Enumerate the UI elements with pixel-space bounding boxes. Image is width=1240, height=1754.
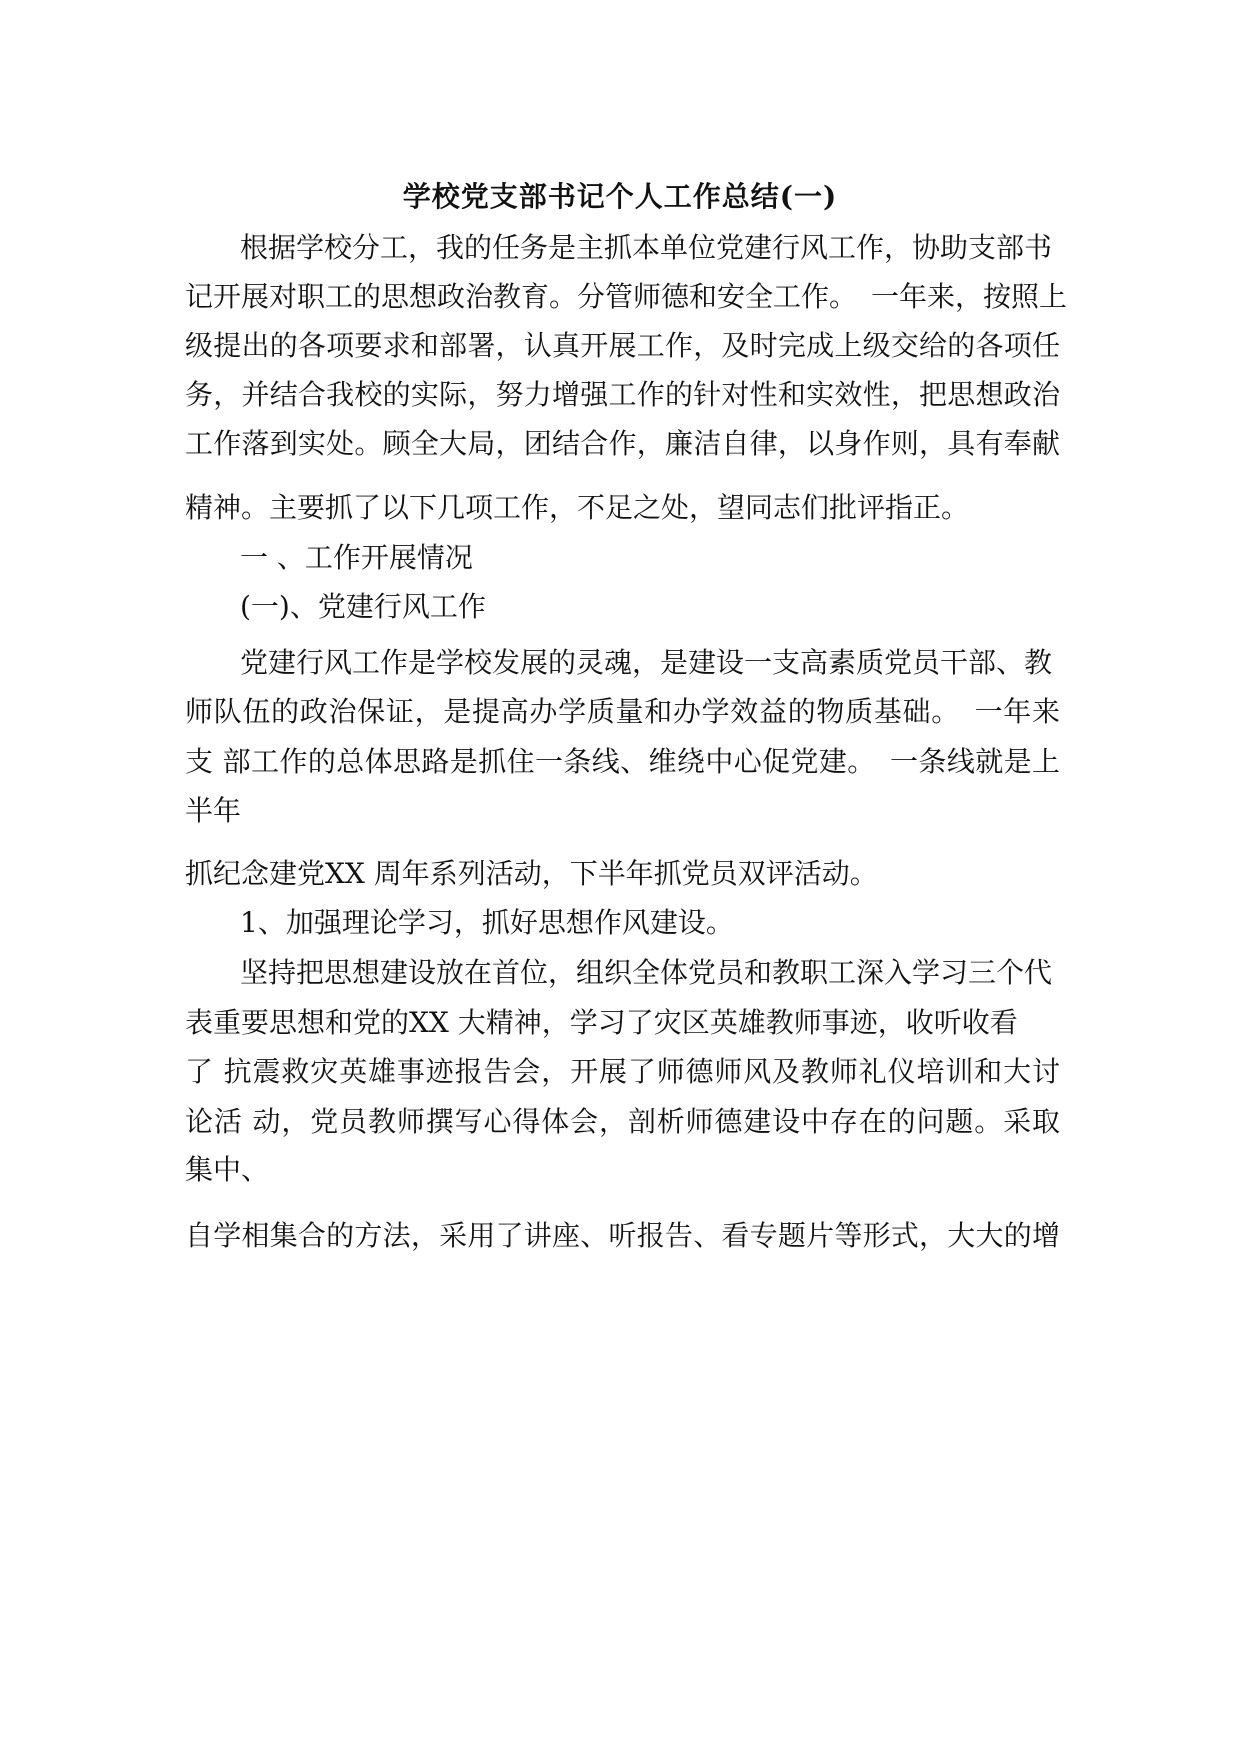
text-line: 精神。主要抓了以下几项工作，不足之处，望同志们批评指正。 (185, 491, 970, 524)
text-line: 工作落到实处。顾全大局，团结合作，廉洁自律，以身作则，具有奉献 (185, 427, 1060, 460)
text-line: 半年 (185, 794, 242, 827)
item-heading: 1、加强理论学习，抓好思想作风建设。 (240, 906, 734, 939)
text-line: 论活 动，党员教师撰写心得体会，剖析师德建设中存在的问题。采取 (185, 1105, 1060, 1138)
section-heading: 一 、工作开展情况 (240, 541, 473, 574)
text-line: 党建行风工作是学校发展的灵魂，是建设一支高素质党员干部、教 (240, 646, 1053, 679)
text-line: 根据学校分工，我的任务是主抓本单位党建行风工作，协助支部书 (240, 231, 1053, 264)
text-line: 自学相集合的方法，采用了讲座、听报告、看专题片等形式，大大的增 (185, 1219, 1060, 1252)
text-line: 表重要思想和党的XX 大精神，学习了灾区英雄教师事迹，收听收看 (185, 1006, 1018, 1039)
text-line: 级提出的各项要求和部署，认真开展工作，及时完成上级交给的各项任 (185, 329, 1060, 362)
text-line: 师队伍的政治保证，是提高办学质量和办学效益的物质基础。 一年来 (185, 695, 1060, 728)
text-line: 记开展对职工的思想政治教育。分管师德和安全工作。 一年来，按照上 (185, 280, 1068, 313)
text-line: 支 部工作的总体思路是抓住一条线、维绕中心促党建。 一条线就是上 (185, 745, 1060, 778)
subsection-heading: (一)、党建行风工作 (240, 590, 486, 623)
text-line: 了 抗震救灾英雄事迹报告会，开展了师德师风及教师礼仪培训和大讨 (185, 1055, 1060, 1088)
text-line: 务，并结合我校的实际，努力增强工作的针对性和实效性，把思想政治 (185, 378, 1060, 411)
text-line: 坚持把思想建设放在首位，组织全体党员和教职工深入学习三个代 (240, 956, 1053, 989)
document-title: 学校党支部书记个人工作总结(一) (402, 180, 838, 213)
text-line: 抓纪念建党XX 周年系列活动，下半年抓党员双评活动。 (185, 857, 878, 890)
text-line: 集中、 (185, 1153, 270, 1186)
